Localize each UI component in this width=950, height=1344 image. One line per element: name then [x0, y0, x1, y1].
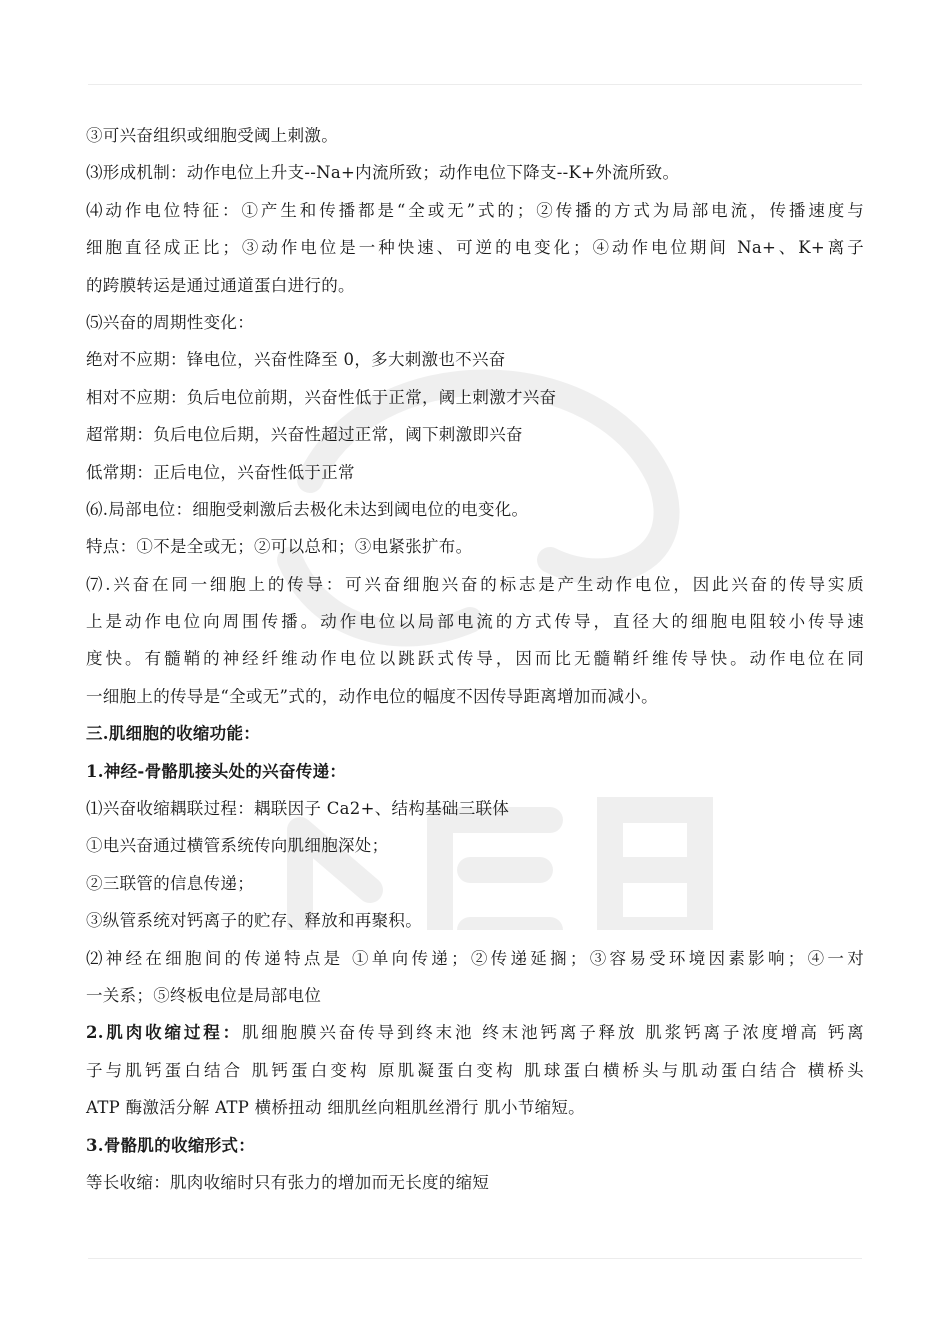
- text-line: ⑹.局部电位：细胞受刺激后去极化未达到阈电位的电变化。: [86, 499, 529, 519]
- text-line: 三.肌细胞的收缩功能：: [86, 724, 261, 744]
- text-line: 一细胞上的传导是“全或无”式的，动作电位的幅度不因传导距离增加而减小。: [86, 686, 658, 706]
- text-line: ⑶形成机制：动作电位上升支--Na+内流所致；动作电位下降支--K+外流所致。: [86, 163, 680, 183]
- text-line: 细胞直径成正比；③动作电位是一种快速、可逆的电变化；④动作电位期间 Na+、K+离子: [86, 238, 864, 258]
- text-line: ⑸兴奋的周期性变化：: [86, 312, 254, 332]
- text-line: 相对不应期：负后电位前期，兴奋性低于正常，阈上刺激才兴奋: [86, 387, 557, 407]
- text-line: ①电兴奋通过横管系统传向肌细胞深处；: [86, 836, 389, 856]
- text-line: ⑺.兴奋在同一细胞上的传导：可兴奋细胞兴奋的标志是产生动作电位，因此兴奋的传导实质: [86, 574, 864, 594]
- text-line: 特点：①不是全或无；②可以总和；③电紧张扩布。: [86, 537, 473, 557]
- footer-rule: [88, 1258, 862, 1259]
- text-line: 等长收缩：肌肉收缩时只有张力的增加而无长度的缩短: [86, 1172, 490, 1192]
- text-line: 子与肌钙蛋白结合 肌钙蛋白变构 原肌凝蛋白变构 肌球蛋白横桥头与肌动蛋白结合 横桥头: [86, 1060, 864, 1080]
- text-line: 3.骨骼肌的收缩形式：: [86, 1135, 256, 1155]
- text-line: ③可兴奋组织或细胞受阈上刺激。: [86, 126, 338, 145]
- text-line: 上是动作电位向周围传播。动作电位以局部电流的方式传导，直径大的细胞电阻较小传导速: [86, 612, 864, 632]
- text-line: 绝对不应期：锋电位，兴奋性降至 0，多大刺激也不兴奋: [86, 350, 506, 370]
- text-line: 的跨膜转运是通过通道蛋白进行的。: [86, 275, 355, 295]
- text-line: 一关系；⑤终板电位是局部电位: [86, 985, 322, 1005]
- header-rule: [88, 84, 862, 85]
- text-line: ⑵神经在细胞间的传递特点是 ①单向传递；②传递延搁；③容易受环境因素影响；④一对: [86, 948, 864, 968]
- text-line: ⑴兴奋收缩耦联过程：耦联因子 Ca2+、结构基础三联体: [86, 799, 510, 819]
- document-body: [86, 117, 864, 1201]
- text-line: 低常期：正后电位，兴奋性低于正常: [86, 462, 355, 482]
- text-line: [86, 1014, 864, 1051]
- text-line: ②三联管的信息传递；: [86, 873, 254, 893]
- text-line: ATP 酶激活分解 ATP 横桥扭动 细肌丝向粗肌丝滑行 肌小节缩短。: [86, 1098, 585, 1118]
- text-line: ⑷动作电位特征：①产生和传播都是“全或无”式的；②传播的方式为局部电流，传播速度与: [86, 200, 864, 220]
- line-heading: 2.肌肉收缩过程：: [86, 1023, 242, 1043]
- text-line: 1.神经-骨骼肌接头处的兴奋传递：: [86, 761, 347, 781]
- line-body: 肌细胞膜兴奋传导到终末池 终末池钙离子释放 肌浆钙离子浓度增高 钙离: [241, 1023, 864, 1043]
- text-line: 超常期：负后电位后期，兴奋性超过正常，阈下刺激即兴奋: [86, 425, 523, 445]
- text-line: 度快。有髓鞘的神经纤维动作电位以跳跃式传导，因而比无髓鞘纤维传导快。动作电位在同: [86, 649, 864, 669]
- text-line: ③纵管系统对钙离子的贮存、释放和再聚积。: [86, 911, 422, 931]
